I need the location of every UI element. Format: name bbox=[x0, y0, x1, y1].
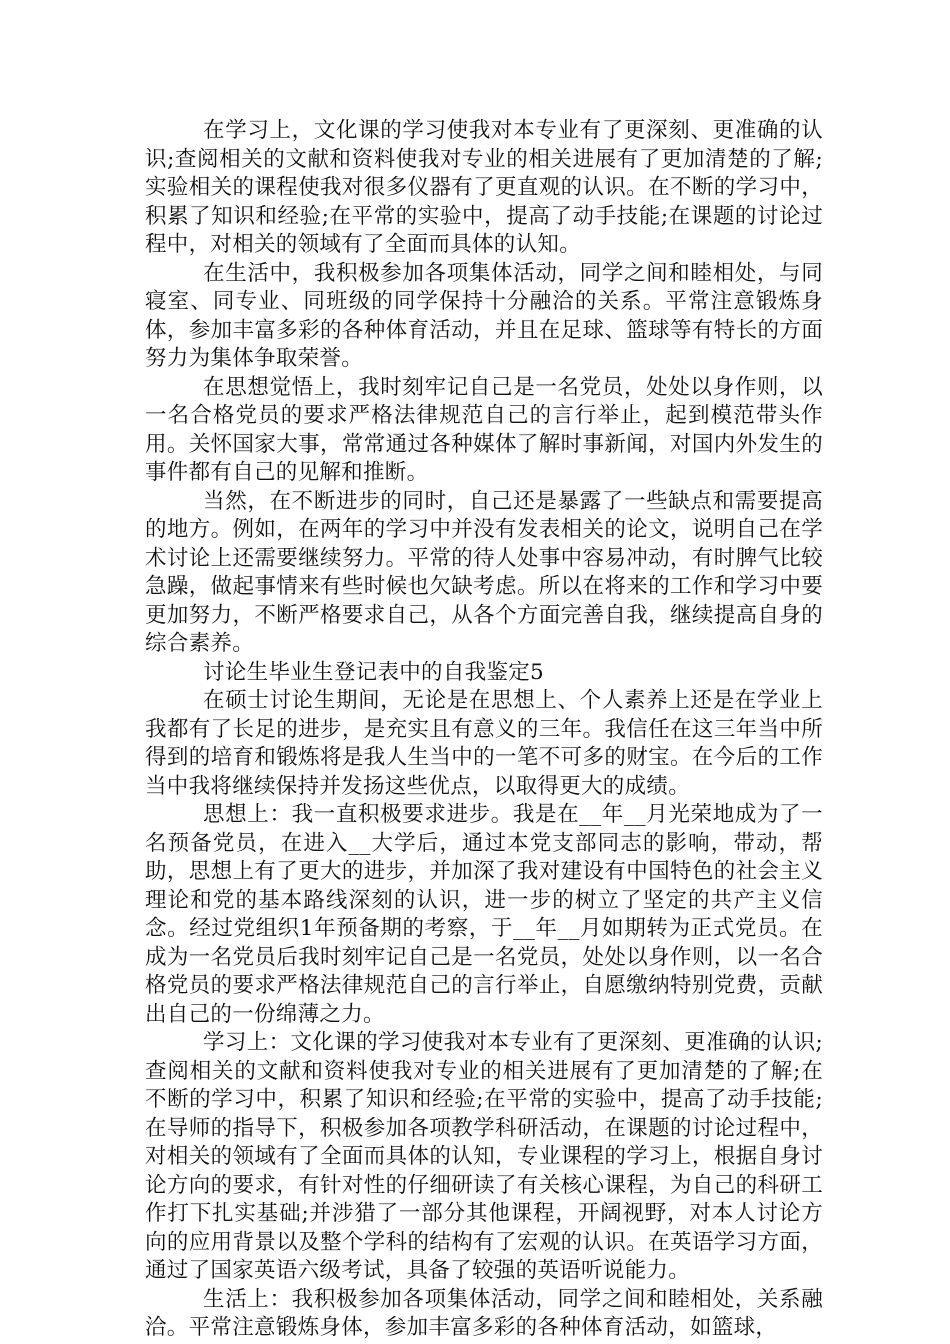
paragraph-thought: 思想上：我一直积极要求进步。我是在__年__月光荣地成为了一名预备党员，在进入__大学后，通过本党支部同志的影响，带动，帮助，思想上有了更大的进步，并加深了我对建设有中国特色的社会主义理论和党的基本路线深刻的认识，进一步的树立了坚定的共产主义信念。经过党组织1年预备期的考察，于__年__月如期转为正式党员。在成为一名党员后我时刻牢记自己是一名党员，处处以身作则，以一名合格党员的要求严格法律规范自己的言行举止，自愿缴纳特别党费，贡献出自己的一份绵薄之力。 bbox=[145, 802, 823, 1027]
paragraph-study: 在学习上，文化课的学习使我对本专业有了更深刻、更准确的认识;查阅相关的文献和资料使我对专业的相关进展有了更加清楚的了解;实验相关的课程使我对很多仪器有了更直观的认识。在不断的学习中，积累了知识和经验;在平常的实验中，提高了动手技能;在课题的讨论过程中，对相关的领域有了全面而具体的认知。 bbox=[145, 118, 823, 257]
paragraph-learning: 学习上：文化课的学习使我对本专业有了更深刻、更准确的认识;查阅相关的文献和资料使我对专业的相关进展有了更加清楚的了解;在不断的学习中，积累了知识和经验;在平常的实验中，提高了动手技能;在导师的指导下，积极参加各项教学科研活动，在课题的讨论过程中，对相关的领域有了全面而具体的认知，专业课程的学习上，根据自身讨论方向的要求，有针对性的仔细研读了有关核心课程，为自己的科研工作打下扎实基础;并涉猎了一部分其他课程，开阔视野，对本人讨论方向的应用背景以及整个学科的结构有了宏观的认识。在英语学习方面，通过了国家英语六级考试，具备了较强的英语听说能力。 bbox=[145, 1030, 823, 1283]
document-body bbox=[145, 117, 823, 1343]
paragraph-life: 在生活中，我积极参加各项集体活动，同学之间和睦相处，与同寝室、同专业、同班级的同学保持十分融洽的关系。平常注意锻炼身体，参加丰富多彩的各种体育活动，并且在足球、篮球等有特长的方面努力为集体争取荣誉。 bbox=[145, 260, 823, 371]
section-heading: 讨论生毕业生登记表中的自我鉴定5 bbox=[203, 659, 545, 685]
paragraph-shortcomings: 当然，在不断进步的同时，自己还是暴露了一些缺点和需要提高的地方。例如，在两年的学习中并没有发表相关的论文，说明自己在学术讨论上还需要继续努力。平常的待人处事中容易冲动，有时脾气比较急躁，做起事情来有些时候也欠缺考虑。所以在将来的工作和学习中要更加努力，不断严格要求自己，从各个方面完善自我，继续提高自身的综合素养。 bbox=[145, 488, 823, 656]
paragraph-living: 生活上：我积极参加各项集体活动，同学之间和睦相处，关系融洽。平常注意锻炼身体，参加丰富多彩的各种体育活动，如篮球， bbox=[145, 1286, 823, 1340]
paragraph-intro: 在硕士讨论生期间，无论是在思想上、个人素养上还是在学业上我都有了长足的进步，是充实且有意义的三年。我信任在这三年当中所得到的培育和锻炼将是我人生当中的一笔不可多的财宝。在今后的工作当中我将继续保持并发扬这些优点，以取得更大的成绩。 bbox=[145, 688, 823, 799]
paragraph-ideology: 在思想觉悟上，我时刻牢记自己是一名党员，处处以身作则，以一名合格党员的要求严格法律规范自己的言行举止，起到模范带头作用。关怀国家大事，常常通过各种媒体了解时事新闻，对国内外发生的事件都有自己的见解和推断。 bbox=[145, 374, 823, 485]
